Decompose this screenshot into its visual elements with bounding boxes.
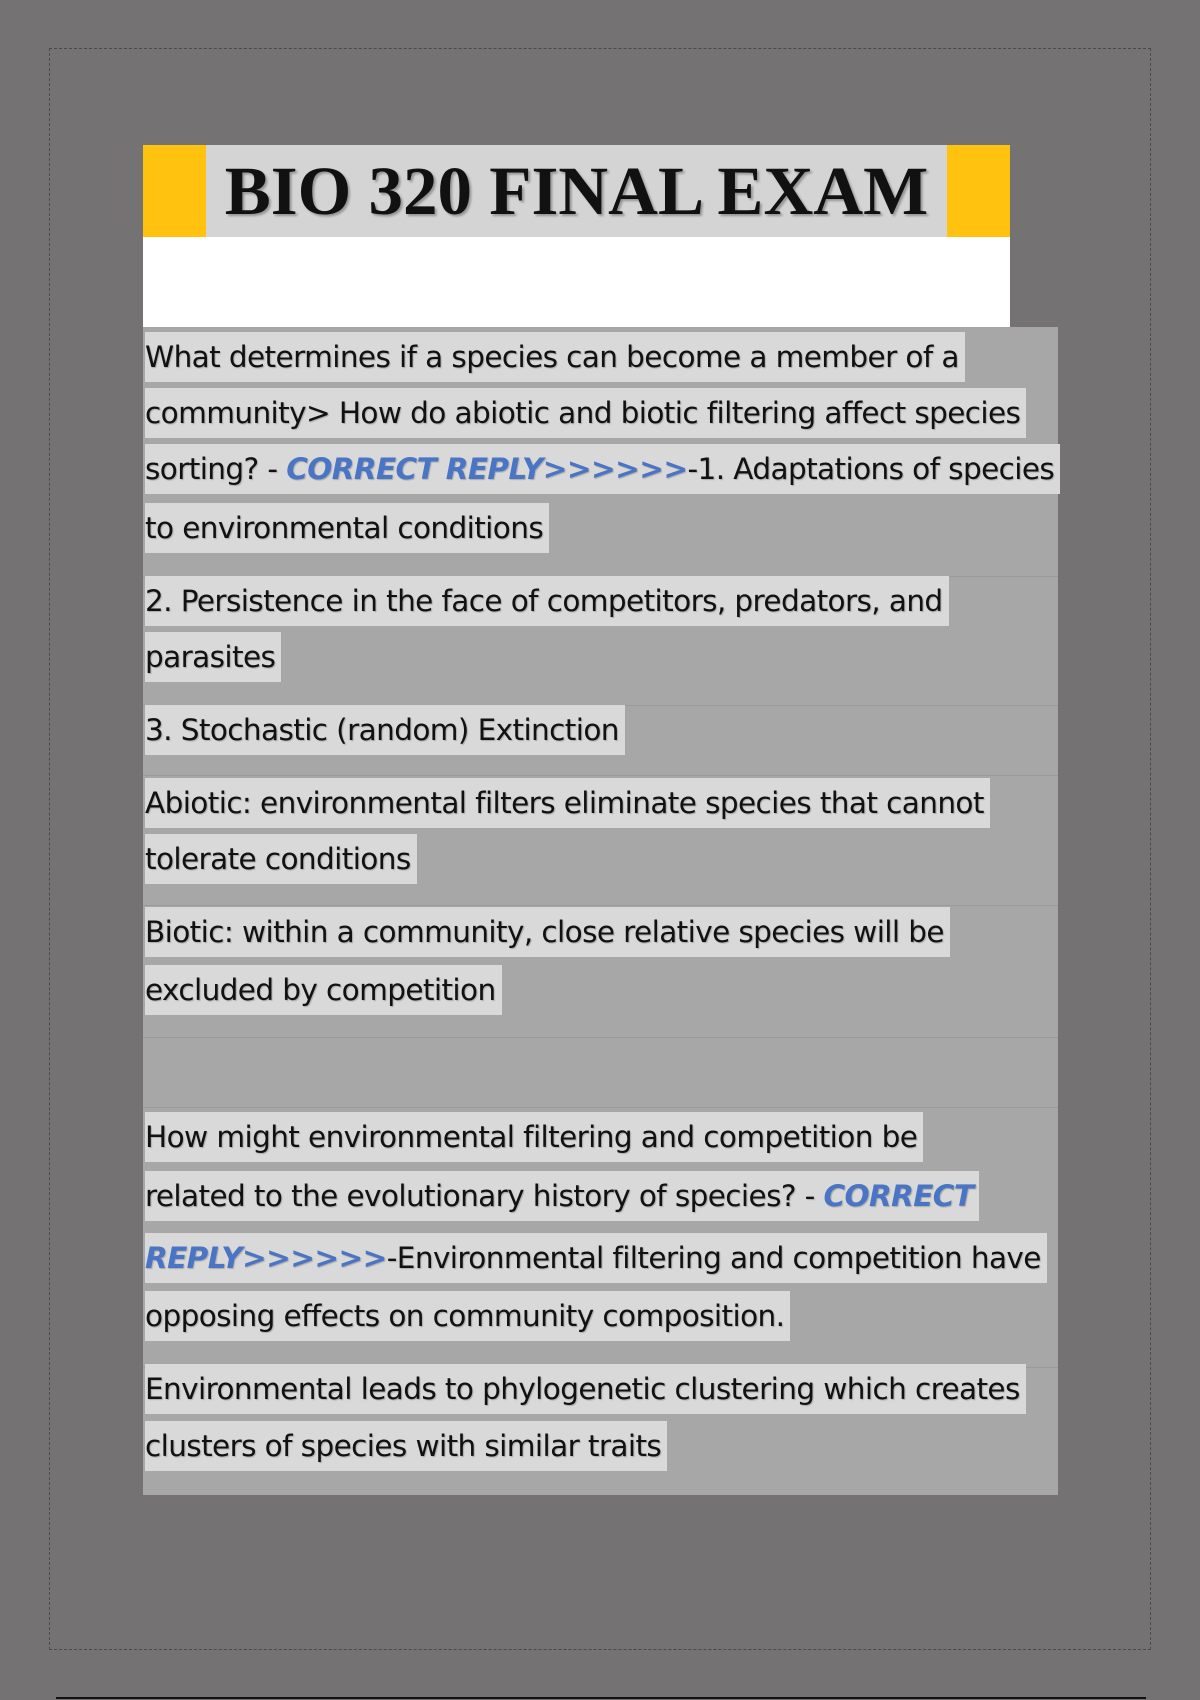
answer-point-2-line-2: parasites (145, 632, 281, 682)
abiotic-line-2: tolerate conditions (145, 834, 417, 884)
exam-title: BIO 320 FINAL EXAM (224, 152, 929, 229)
title-accent-left (143, 145, 206, 237)
answer-point-3: 3. Stochastic (random) Extinction (145, 705, 625, 755)
question-1-line-1: What determines if a species can become a member of a (145, 332, 965, 382)
environmental-line-2: clusters of species with similar traits (145, 1421, 667, 1471)
correct-reply-label: CORRECT REPLY>>>>>> (286, 452, 688, 486)
abiotic-line-1: Abiotic: environmental filters eliminate species that cannot (145, 778, 990, 828)
answer-1-text: -1. Adaptations of species (687, 452, 1055, 486)
question-1-text: sorting? - (145, 452, 287, 486)
title-banner (143, 145, 1010, 237)
question-2-line-2 (145, 1171, 979, 1221)
answer-point-2-line-1: 2. Persistence in the face of competitors, predators, and (145, 576, 949, 626)
biotic-line-1: Biotic: within a community, close relative species will be (145, 907, 950, 957)
title-spacer-band (143, 237, 1010, 327)
content-panel (143, 327, 1058, 1495)
paragraph-divider (143, 775, 1058, 776)
answer-2-line-3 (145, 1233, 1047, 1283)
question-2-text: related to the evolutionary history of species? - (145, 1179, 824, 1213)
answer-2-text: -Environmental filtering and competition have (386, 1241, 1041, 1275)
question-1-line-2: community> How do abiotic and biotic filtering affect species (145, 388, 1026, 438)
bottom-rule (56, 1697, 1146, 1699)
title-accent-right (947, 145, 1010, 237)
answer-2-line-4: opposing effects on community composition. (145, 1291, 790, 1341)
biotic-line-2: excluded by competition (145, 965, 502, 1015)
question-2-line-1: How might environmental filtering and competition be (145, 1112, 923, 1162)
correct-reply-label: CORRECT (823, 1179, 974, 1213)
paragraph-divider (143, 1107, 1058, 1108)
correct-reply-label-continued: REPLY>>>>>> (145, 1241, 387, 1275)
environmental-line-1: Environmental leads to phylogenetic clustering which creates (145, 1364, 1026, 1414)
paragraph-divider (143, 905, 1058, 906)
answer-1-line-4: to environmental conditions (145, 503, 549, 553)
question-1-line-3 (145, 444, 1060, 494)
paragraph-divider (143, 1037, 1058, 1038)
